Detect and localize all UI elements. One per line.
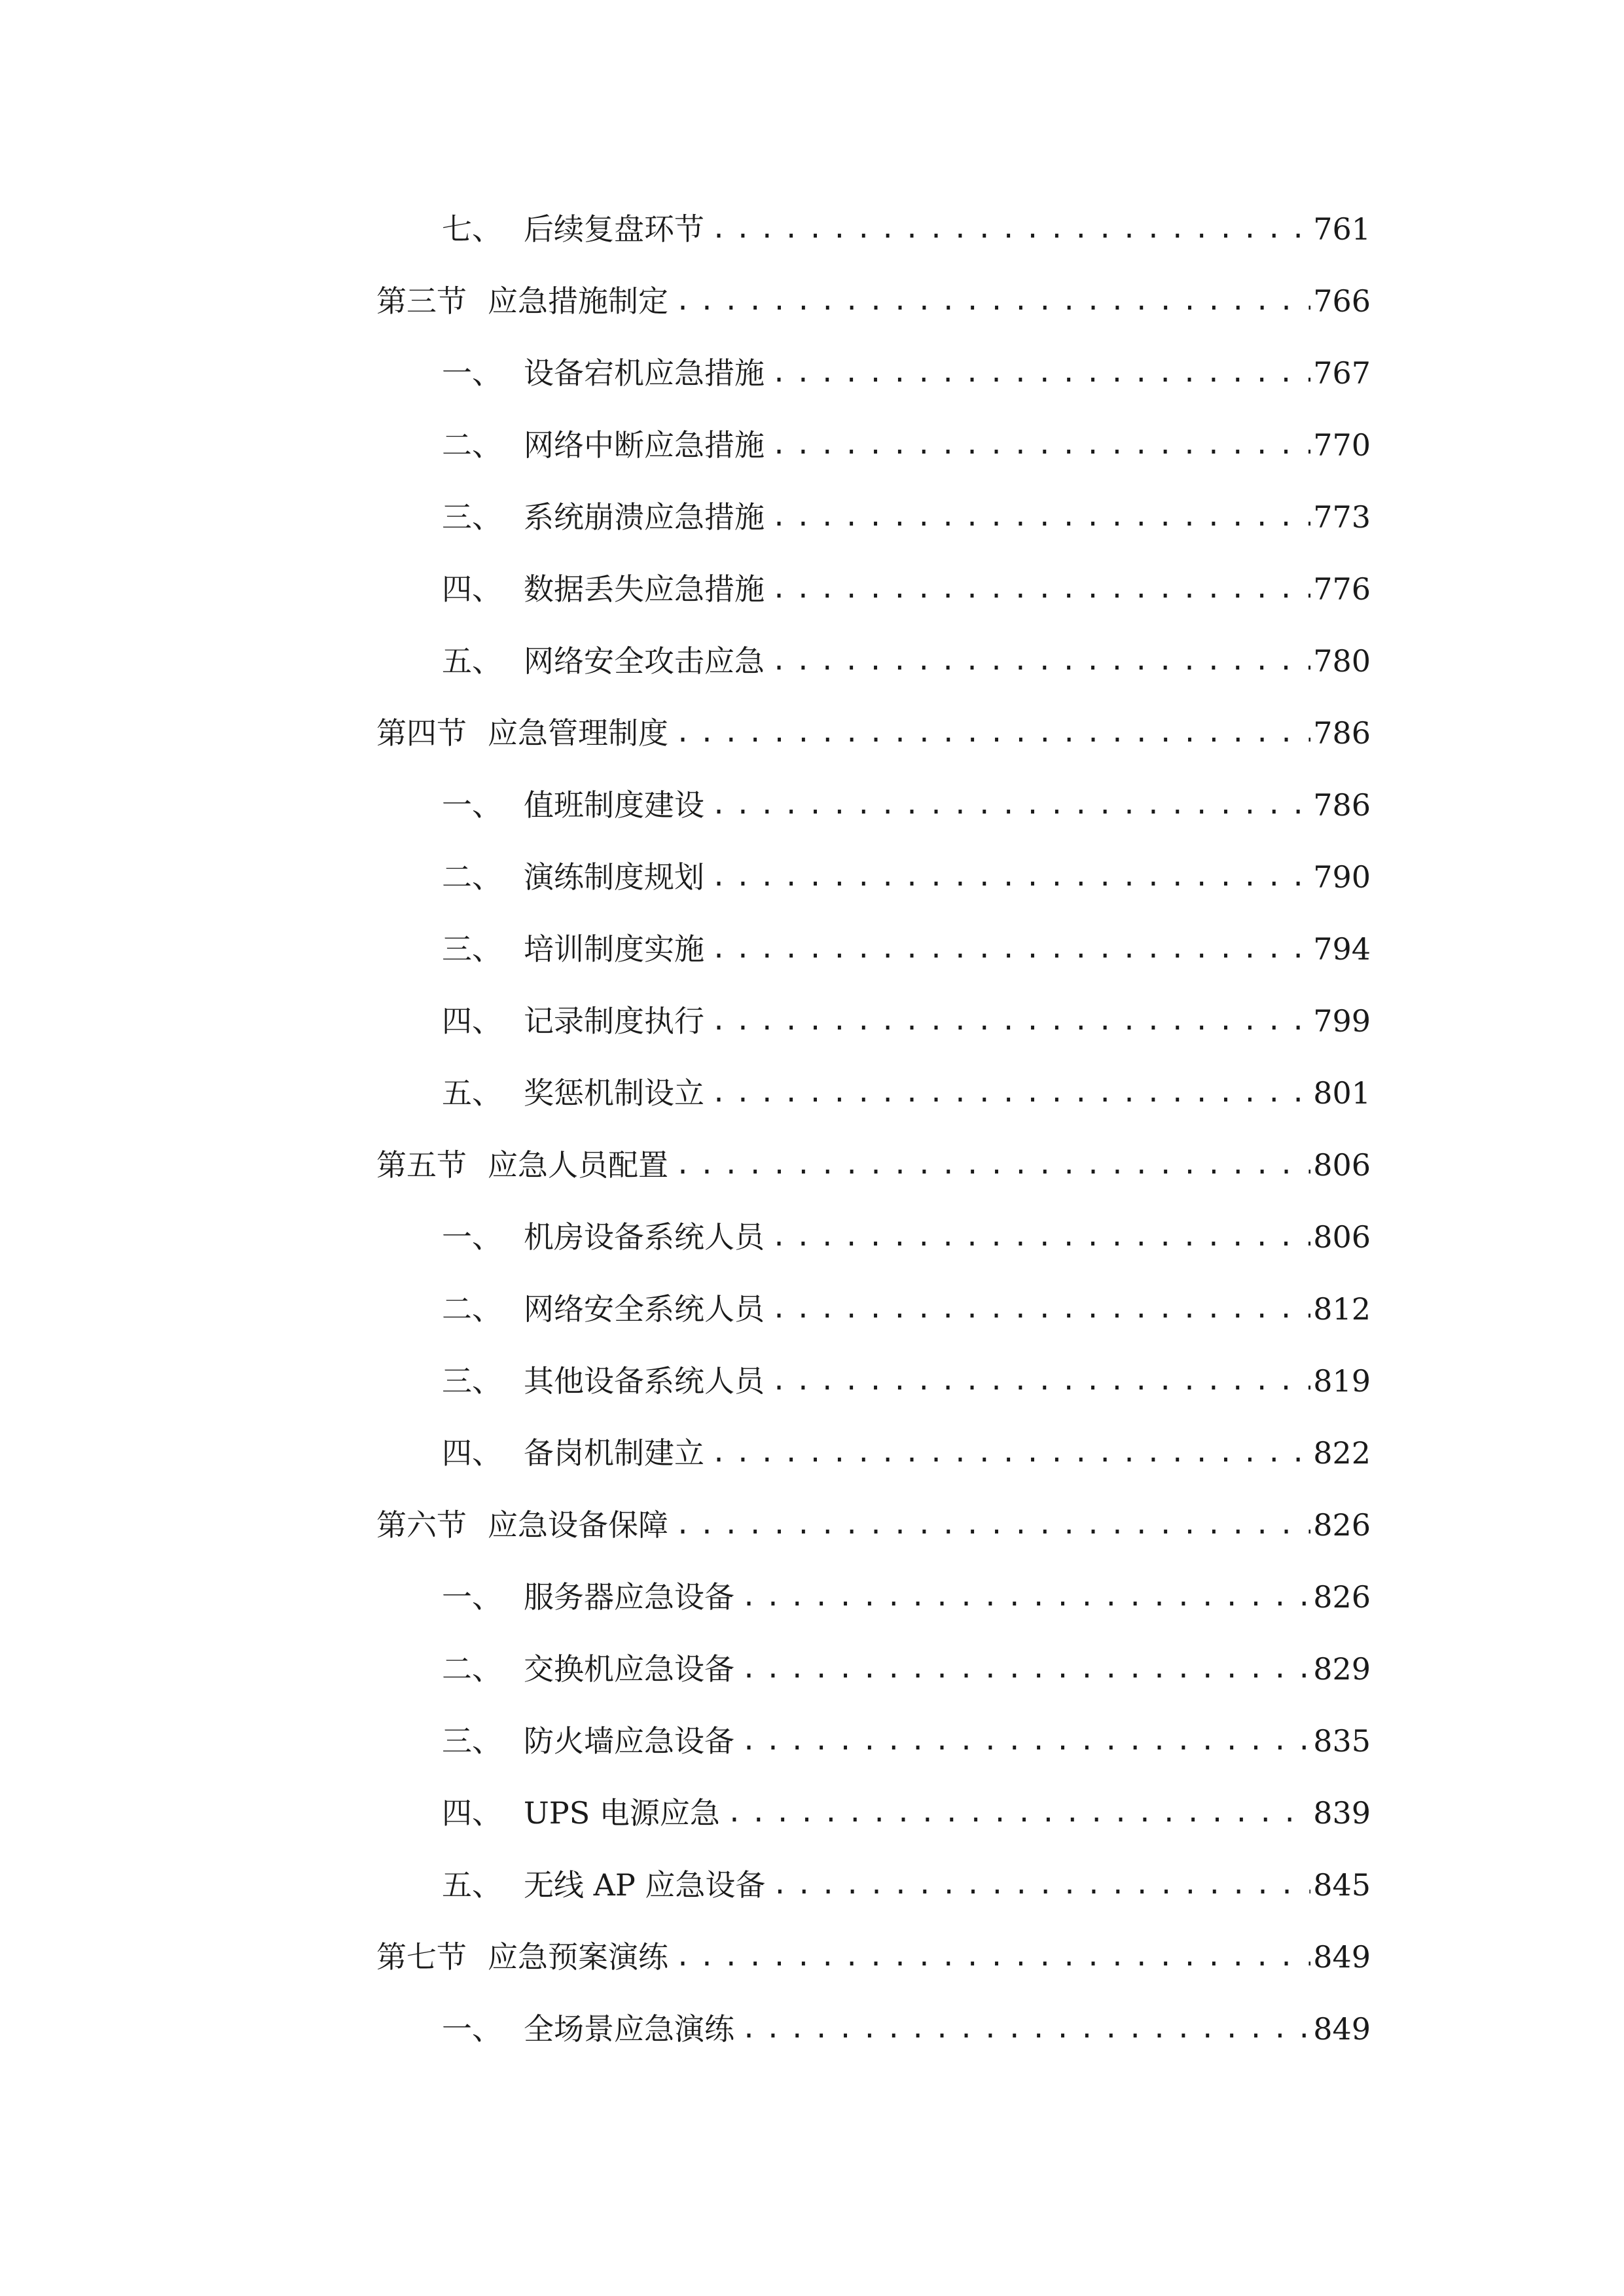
toc-entry-page: 790 <box>1313 859 1371 895</box>
toc-entry[interactable] <box>376 707 1371 759</box>
toc-entry[interactable] <box>376 1931 1371 1983</box>
toc-entry-number: 二、 <box>442 1651 502 1687</box>
toc-entry[interactable] <box>442 1643 1371 1695</box>
toc-dot-leader <box>741 1715 1310 1767</box>
toc-entry-title: 机房设备系统人员 <box>524 1219 765 1255</box>
toc-entry-title: 设备宕机应急措施 <box>524 355 765 391</box>
toc-entry-number: 第三节 <box>376 283 467 319</box>
toc-entry[interactable] <box>442 1355 1371 1407</box>
toc-dot-leader <box>771 1211 1310 1263</box>
toc-entry-page: 839 <box>1313 1795 1371 1831</box>
toc-entry-title: 网络安全系统人员 <box>524 1291 765 1327</box>
toc-entry-page: 849 <box>1313 2011 1371 2047</box>
toc-dot-leader <box>675 707 1310 759</box>
toc-dot-leader <box>771 635 1310 687</box>
toc-entry-page: 806 <box>1313 1219 1371 1255</box>
toc-entry-page: 829 <box>1313 1651 1371 1687</box>
toc-entry-page: 835 <box>1313 1723 1371 1759</box>
toc-entry-page: 766 <box>1313 283 1371 319</box>
toc-entry-page: 761 <box>1313 211 1371 247</box>
toc-entry[interactable] <box>442 1859 1371 1911</box>
toc-dot-leader <box>675 1139 1310 1191</box>
toc-dot-leader <box>771 1283 1310 1335</box>
toc-entry-title: 系统崩溃应急措施 <box>524 499 765 535</box>
toc-entry[interactable] <box>442 419 1371 471</box>
toc-entry-number: 一、 <box>442 1219 502 1255</box>
toc-entry-title: 防火墙应急设备 <box>524 1723 734 1759</box>
toc-entry-number: 一、 <box>442 2011 502 2047</box>
toc-entry-title: 应急设备保障 <box>488 1507 668 1543</box>
toc-entry-page: 776 <box>1313 571 1371 607</box>
toc-entry[interactable] <box>442 635 1371 687</box>
toc-dot-leader <box>727 1787 1310 1839</box>
toc-dot-leader <box>771 419 1310 471</box>
toc-entry-page: 770 <box>1313 427 1371 463</box>
toc-entry-page: 845 <box>1313 1867 1371 1903</box>
toc-entry[interactable] <box>442 1283 1371 1335</box>
toc-entry[interactable] <box>376 275 1371 327</box>
toc-entry-title: 应急管理制度 <box>488 715 668 751</box>
toc-dot-leader <box>771 347 1310 399</box>
toc-entry-number: 三、 <box>442 1363 502 1399</box>
toc-entry-number: 三、 <box>442 931 502 967</box>
toc-entry-title: 无线 AP 应急设备 <box>524 1867 766 1903</box>
toc-dot-leader <box>741 1643 1310 1695</box>
toc-entry[interactable] <box>442 779 1371 831</box>
toc-entry-title: 后续复盘环节 <box>524 211 704 247</box>
toc-entry[interactable] <box>442 563 1371 615</box>
toc-entry-number: 第七节 <box>376 1939 467 1975</box>
toc-entry-title: 应急预案演练 <box>488 1939 668 1975</box>
toc-entry[interactable] <box>442 1787 1371 1839</box>
toc-entry[interactable] <box>442 1067 1371 1119</box>
toc-entry[interactable] <box>442 923 1371 975</box>
toc-entry-page: 786 <box>1313 715 1371 751</box>
toc-entry-title: 备岗机制建立 <box>524 1435 704 1471</box>
toc-entry-number: 三、 <box>442 1723 502 1759</box>
toc-entry[interactable] <box>442 851 1371 903</box>
toc-entry[interactable] <box>442 995 1371 1047</box>
toc-entry[interactable] <box>442 1715 1371 1767</box>
toc-dot-leader <box>741 1571 1310 1623</box>
toc-entry[interactable] <box>442 1571 1371 1623</box>
toc-entry-page: 826 <box>1313 1579 1371 1615</box>
toc-entry-title: 服务器应急设备 <box>524 1579 734 1615</box>
toc-entry[interactable] <box>442 347 1371 399</box>
toc-dot-leader <box>711 779 1310 831</box>
toc-dot-leader <box>711 1067 1310 1119</box>
toc-entry-number: 七、 <box>442 211 502 247</box>
toc-entry-number: 四、 <box>442 571 502 607</box>
toc-dot-leader <box>711 203 1310 255</box>
toc-entry-number: 二、 <box>442 859 502 895</box>
toc-entry-page: 819 <box>1313 1363 1371 1399</box>
toc-dot-leader <box>675 1499 1310 1551</box>
toc-entry-page: 812 <box>1313 1291 1371 1327</box>
toc-entry-number: 第六节 <box>376 1507 467 1543</box>
toc-entry-number: 一、 <box>442 1579 502 1615</box>
toc-entry-page: 767 <box>1313 355 1371 391</box>
toc-entry-number: 五、 <box>442 1867 502 1903</box>
toc-dot-leader <box>711 851 1310 903</box>
toc-entry-page: 773 <box>1313 499 1371 535</box>
toc-dot-leader <box>675 1931 1310 1983</box>
toc-entry-title: 演练制度规划 <box>524 859 704 895</box>
toc-dot-leader <box>772 1859 1310 1911</box>
toc-entry-title: 网络安全攻击应急 <box>524 643 765 679</box>
toc-entry-page: 786 <box>1313 787 1371 823</box>
toc-entry-number: 三、 <box>442 499 502 535</box>
toc-entry-title: 奖惩机制设立 <box>524 1075 704 1111</box>
toc-dot-leader <box>741 2003 1310 2055</box>
toc-entry-title: 数据丢失应急措施 <box>524 571 765 607</box>
toc-entry-title: 交换机应急设备 <box>524 1651 734 1687</box>
toc-entry[interactable] <box>442 1427 1371 1479</box>
toc-entry-number: 二、 <box>442 427 502 463</box>
toc-entry-number: 四、 <box>442 1003 502 1039</box>
toc-entry-title: 应急措施制定 <box>488 283 668 319</box>
toc-entry-number: 一、 <box>442 355 502 391</box>
toc-entry-number: 二、 <box>442 1291 502 1327</box>
toc-entry-title: 培训制度实施 <box>524 931 704 967</box>
toc-dot-leader <box>711 995 1310 1047</box>
toc-entry[interactable] <box>442 2003 1371 2055</box>
toc-entry-number: 一、 <box>442 787 502 823</box>
toc-dot-leader <box>711 1427 1310 1479</box>
toc-entry[interactable] <box>376 1139 1371 1191</box>
toc-entry-page: 826 <box>1313 1507 1371 1543</box>
toc-entry-page: 799 <box>1313 1003 1371 1039</box>
toc-entry-title: 网络中断应急措施 <box>524 427 765 463</box>
toc-entry[interactable] <box>442 491 1371 543</box>
toc-entry[interactable] <box>442 1211 1371 1263</box>
toc-entry-page: 801 <box>1313 1075 1371 1111</box>
toc-entry-title: UPS 电源应急 <box>524 1795 720 1831</box>
toc-entry-title: 其他设备系统人员 <box>524 1363 765 1399</box>
toc-entry-number: 四、 <box>442 1435 502 1471</box>
toc-entry-page: 849 <box>1313 1939 1371 1975</box>
toc-dot-leader <box>771 1355 1310 1407</box>
toc-entry-page: 780 <box>1313 643 1371 679</box>
toc-dot-leader <box>711 923 1310 975</box>
toc-dot-leader <box>675 275 1310 327</box>
toc-entry-number: 四、 <box>442 1795 502 1831</box>
toc-entry-number: 第四节 <box>376 715 467 751</box>
toc-entry-number: 五、 <box>442 643 502 679</box>
toc-entry-page: 806 <box>1313 1147 1371 1183</box>
toc-entry-number: 第五节 <box>376 1147 467 1183</box>
toc-entry-title: 记录制度执行 <box>524 1003 704 1039</box>
toc-entry-title: 全场景应急演练 <box>524 2011 734 2047</box>
toc-entry[interactable] <box>442 203 1371 255</box>
toc-entry-title: 应急人员配置 <box>488 1147 668 1183</box>
toc-entry[interactable] <box>376 1499 1371 1551</box>
toc-entry-page: 822 <box>1313 1435 1371 1471</box>
toc-entry-title: 值班制度建设 <box>524 787 704 823</box>
toc-entry-number: 五、 <box>442 1075 502 1111</box>
toc-dot-leader <box>771 491 1310 543</box>
toc-dot-leader <box>771 563 1310 615</box>
toc-entry-page: 794 <box>1313 931 1371 967</box>
